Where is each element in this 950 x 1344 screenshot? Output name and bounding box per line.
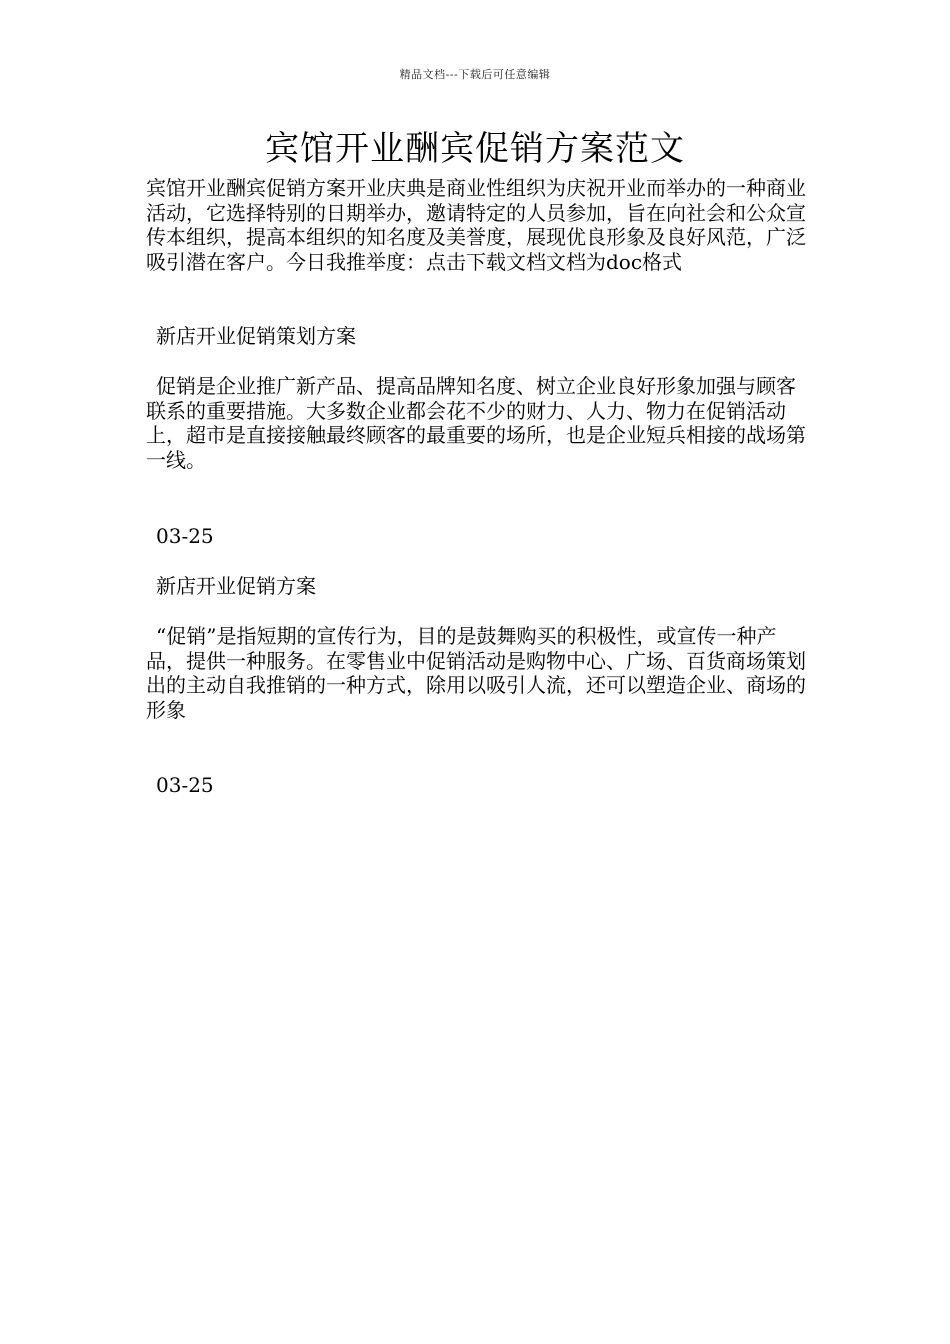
document-title: 宾馆开业酬宾促销方案范文 (265, 129, 685, 169)
section-date: 03-25 (156, 773, 214, 797)
page-header-note: 精品文档---下载后可任意编辑 (399, 68, 551, 81)
section-heading: 新店开业促销方案 (156, 574, 316, 598)
section-body (146, 624, 811, 722)
section-heading: 新店开业促销策划方案 (156, 324, 356, 348)
section-body (146, 374, 811, 472)
section-body-text: “促销”是指短期的宣传行为，目的是鼓舞购买的积极性，或宣传一种产品，提供一种服务。在零售业中促销活动是购物中心、广场、百货商场策划出的主动自我推销的一种方式，除用以吸引人流，还可以塑造企业、商场的形象 (146, 624, 806, 722)
intro-paragraph: 宾馆开业酬宾促销方案开业庆典是商业性组织为庆祝开业而举办的一种商业活动，它选择特别的日期举办，邀请特定的人员参加，旨在向社会和公众宣传本组织，提高本组织的知名度及美誉度，展现优良形象及良好风范，广泛吸引潜在客户。今日我推举度：点击下载文档文档为doc格式 (146, 176, 806, 274)
section-body-text: 促销是企业推广新产品、提高品牌知名度、树立企业良好形象加强与顾客联系的重要措施。大多数企业都会花不少的财力、人力、物力在促销活动上，超市是直接接触最终顾客的最重要的场所，也是企业短兵相接的战场第一线。 (146, 374, 806, 472)
section-date: 03-25 (156, 524, 214, 548)
